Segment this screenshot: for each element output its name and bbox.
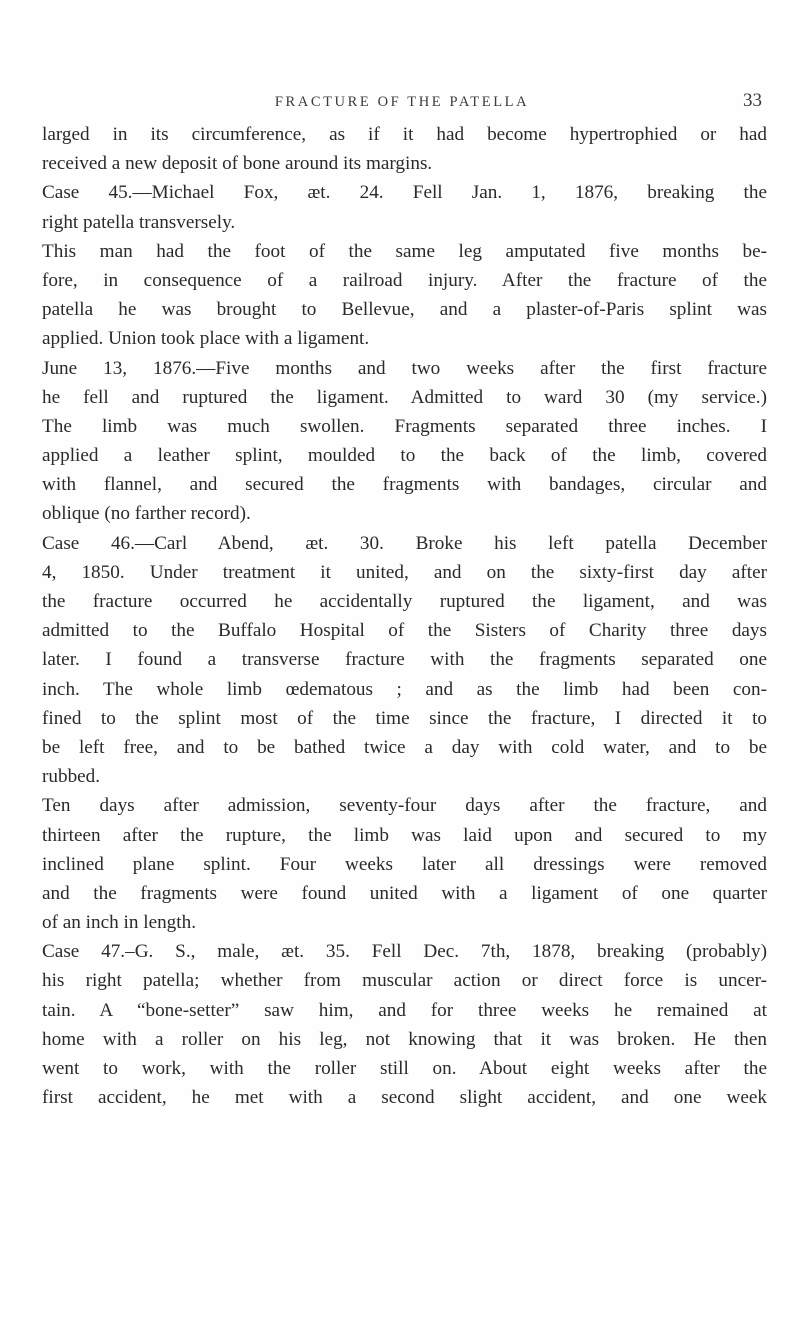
text-line: the fracture occurred he accidentally ruptured the ligament, and was — [42, 591, 767, 612]
text-line: inch. The whole limb œdematous ; and as the limb had been con- — [42, 678, 767, 700]
text-line: Case 46.—Carl Abend, æt. 30. Broke his left patella December — [42, 532, 767, 554]
text-line: received a new deposit of bone around its margins. — [42, 153, 433, 175]
running-head — [42, 90, 762, 116]
text-line: and the fragments were found united with a ligament of one quarter — [42, 882, 767, 904]
body-text — [42, 120, 767, 1112]
text-line: Case 47.–G. S., male, æt. 35. Fell Dec. 7th, 1878, breaking (probably) — [42, 941, 767, 963]
text-line: 4, 1850. Under treatment it united, and on the sixty-first day after — [42, 561, 767, 583]
text-line: oblique (no farther record). — [42, 503, 251, 525]
text-line: applied. Union took place with a ligament. — [42, 328, 370, 350]
text-line: of an inch in length. — [42, 912, 196, 934]
text-line: admitted to the Buffalo Hospital of the Sisters of Charity three days — [42, 620, 767, 642]
text-line: The limb was much swollen. Fragments separated three inches. I — [42, 415, 767, 437]
text-line: fore, in consequence of a railroad injury. After the fracture of the — [42, 269, 767, 291]
text-line: later. I found a transverse fracture with the fragments separated one — [42, 649, 767, 671]
text-line: Ten days after admission, seventy-four days after the fracture, and — [42, 795, 767, 817]
text-line: his right patella; whether from muscular action or direct force is uncer- — [42, 970, 767, 992]
text-line: tain. A “bone-setter” saw him, and for three weeks he remained at — [42, 999, 767, 1021]
running-head-title: FRACTURE OF THE PATELLA — [274, 94, 530, 110]
text-line: Case 45.—Michael Fox, æt. 24. Fell Jan. 1, 1876, breaking the — [42, 182, 767, 204]
text-line: patella he was brought to Bellevue, and a plaster-of-Paris splint was — [42, 299, 767, 321]
text-line: applied a leather splint, moulded to the back of the limb, covered — [42, 445, 767, 467]
text-line: first accident, he met with a second slight accident, and one week — [42, 1087, 767, 1109]
text-line: home with a roller on his leg, not knowing that it was broken. He then — [42, 1028, 767, 1050]
text-line: went to work, with the roller still on. About eight weeks after the — [42, 1058, 767, 1079]
text-line: June 13, 1876.—Five months and two weeks after the first fracture — [42, 357, 767, 379]
text-line: be left free, and to be bathed twice a day with cold water, and to be — [42, 736, 767, 758]
text-line: with flannel, and secured the fragments with bandages, circular and — [42, 474, 767, 496]
text-line: This man had the foot of the same leg amputated five months be- — [42, 240, 767, 262]
text-line: he fell and ruptured the ligament. Admitted to ward 30 (my service.) — [42, 386, 767, 408]
text-line: inclined plane splint. Four weeks later all dressings were removed — [42, 853, 767, 875]
text-line: fined to the splint most of the time since the fracture, I directed it to — [42, 707, 767, 729]
text-line: right patella transversely. — [42, 211, 236, 233]
text-line: larged in its circumference, as if it had become hypertrophied or had — [42, 124, 767, 145]
text-line: rubbed. — [42, 766, 101, 788]
text-line: thirteen after the rupture, the limb was laid upon and secured to my — [42, 824, 767, 846]
page-number: 33 — [743, 90, 762, 111]
